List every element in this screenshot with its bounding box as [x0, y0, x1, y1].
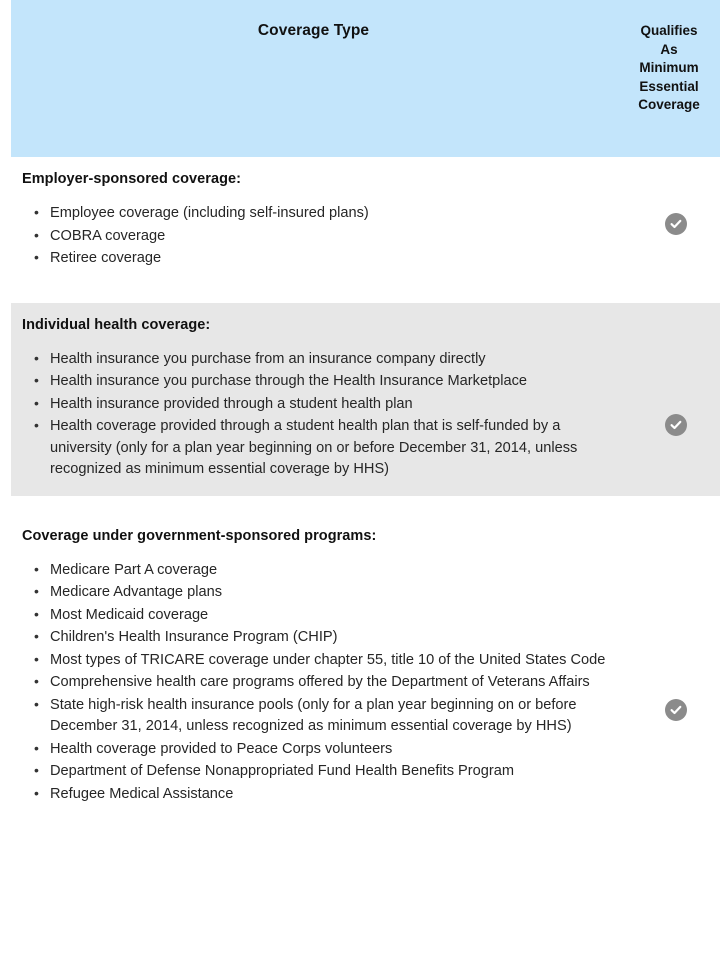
table-row	[11, 514, 720, 821]
row-qualifies-cell	[631, 514, 720, 821]
header-label-qualifies-line-3: Minimum	[639, 60, 699, 75]
row-coverage-type-cell	[11, 303, 631, 496]
list-item: • Retiree coverage	[50, 248, 623, 270]
row-qualifies-cell	[631, 303, 720, 496]
row-item-list	[22, 560, 623, 806]
list-item: • Most Medicaid coverage	[50, 605, 623, 627]
list-item: • Employee coverage (including self-insured plans)	[50, 203, 623, 225]
header-label-coverage-type: Coverage Type	[257, 22, 370, 39]
list-item: • Health insurance provided through a student health plan	[50, 394, 623, 416]
header-cell-qualifies	[626, 0, 720, 157]
row-item-list	[22, 203, 623, 270]
table-row	[11, 157, 720, 285]
check-circle-icon	[665, 699, 687, 721]
list-item: • State high-risk health insurance pools (only for a plan year beginning on or before December 31, 2014, unless recognized as minimum essential coverage by HHS)	[50, 695, 623, 738]
list-item: • Health insurance you purchase through the Health Insurance Marketplace	[50, 371, 623, 393]
list-item: • Medicare Advantage plans	[50, 582, 623, 604]
list-item: • Most types of TRICARE coverage under chapter 55, title 10 of the United States Code	[50, 650, 623, 672]
row-qualifies-cell	[631, 157, 720, 285]
list-item: • COBRA coverage	[50, 226, 623, 248]
table-header	[11, 0, 720, 157]
list-item: • Children's Health Insurance Program (CHIP)	[50, 627, 623, 649]
header-cell-coverage-type	[11, 0, 626, 157]
row-separator	[11, 285, 720, 303]
row-item-list	[22, 349, 623, 481]
row-title: Individual health coverage:	[22, 316, 211, 333]
check-circle-icon	[665, 414, 687, 436]
list-item: • Refugee Medical Assistance	[50, 784, 623, 806]
header-label-qualifies-line-4: Essential	[639, 78, 699, 94]
list-item: • Health insurance you purchase from an insurance company directly	[50, 349, 623, 371]
header-label-qualifies-line-2: As	[660, 41, 678, 57]
row-coverage-type-cell	[11, 157, 631, 285]
check-circle-icon	[665, 213, 687, 235]
row-coverage-type-cell	[11, 514, 631, 821]
list-item: • Comprehensive health care programs offered by the Department of Veterans Affairs	[50, 672, 623, 694]
header-label-qualifies-line-5: Coverage	[638, 97, 700, 112]
table-row	[11, 303, 720, 496]
list-item: • Department of Defense Nonappropriated Fund Health Benefits Program	[50, 761, 623, 783]
row-title: Coverage under government-sponsored programs:	[22, 527, 377, 544]
list-item: • Health coverage provided through a student health plan that is self-funded by a university (only for a plan year beginning on or before December 31, 2014, unless recognized as minimum essential coverage by HHS)	[50, 416, 623, 481]
row-title: Employer-sponsored coverage:	[22, 171, 241, 187]
list-item: • Medicare Part A coverage	[50, 560, 623, 582]
row-separator	[11, 496, 720, 514]
list-item: • Health coverage provided to Peace Corps volunteers	[50, 739, 623, 761]
header-label-qualifies-line-1: Qualifies	[640, 23, 698, 38]
